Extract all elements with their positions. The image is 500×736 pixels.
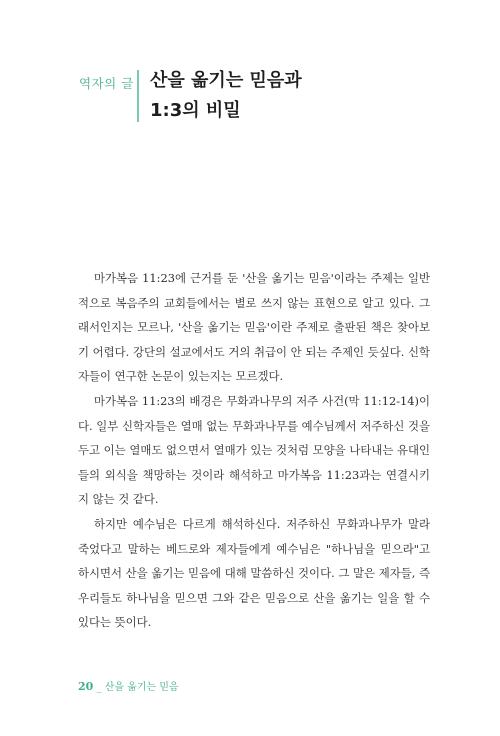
paragraph-1: 마가복음 11:23에 근거를 둔 '산을 옮기는 믿음'이라는 주제는 일반적으로 복음주의 교회들에서는 별로 쓰지 않는 표현으로 알고 있다. 그래서인지는 모르나, '산을 옮기는 믿음'이란 주제로 출판된 책은 찾아보기 어렵다. 강단의 설교에서도 거의 취급이 안 되는 주제인 듯싶다. 신학자들이 연구한 논문이 있는지는 모르겠다. <box>78 271 430 384</box>
paragraph-2: 마가복음 11:23의 배경은 무화과나무의 저주 사건(막 11:12-14)이다. 일부 신학자들은 열매 없는 무화과나무를 예수님께서 저주하신 것을 두고 이는 열매도 없으면서 열매가 있는 것처럼 모양을 나타내는 유대인들의 외식을 책망하는 것이라 해석하고 마가복음 11:23과는 연결시키지 않는 것 같다. <box>78 393 430 507</box>
footer-separator: _ <box>96 682 102 693</box>
body-text <box>78 266 430 635</box>
paragraph-3: 하지만 예수님은 다르게 해석하신다. 저주하신 무화과나무가 말라 죽었다고 말하는 베드로와 제자들에게 예수님은 "하나님을 믿으라"고 하시면서 산을 옮기는 믿음에 대해 말씀하신 것이다. 그 말은 제자들, 즉 우리들도 하나님을 믿으면 그와 같은 믿음으로 산을 옮기는 일을 할 수 있다는 뜻이다. <box>78 516 430 630</box>
header-label: 역자의 글 <box>79 76 134 91</box>
title-line-1: 산을 옮기는 믿음과 <box>150 70 302 91</box>
footer <box>78 678 179 693</box>
page-number: 20 <box>78 680 94 693</box>
title-line-2: 1:3의 비밀 <box>150 100 241 121</box>
running-title: 산을 옮기는 믿음 <box>104 682 179 693</box>
header-divider <box>137 70 139 122</box>
page-title <box>150 66 302 126</box>
